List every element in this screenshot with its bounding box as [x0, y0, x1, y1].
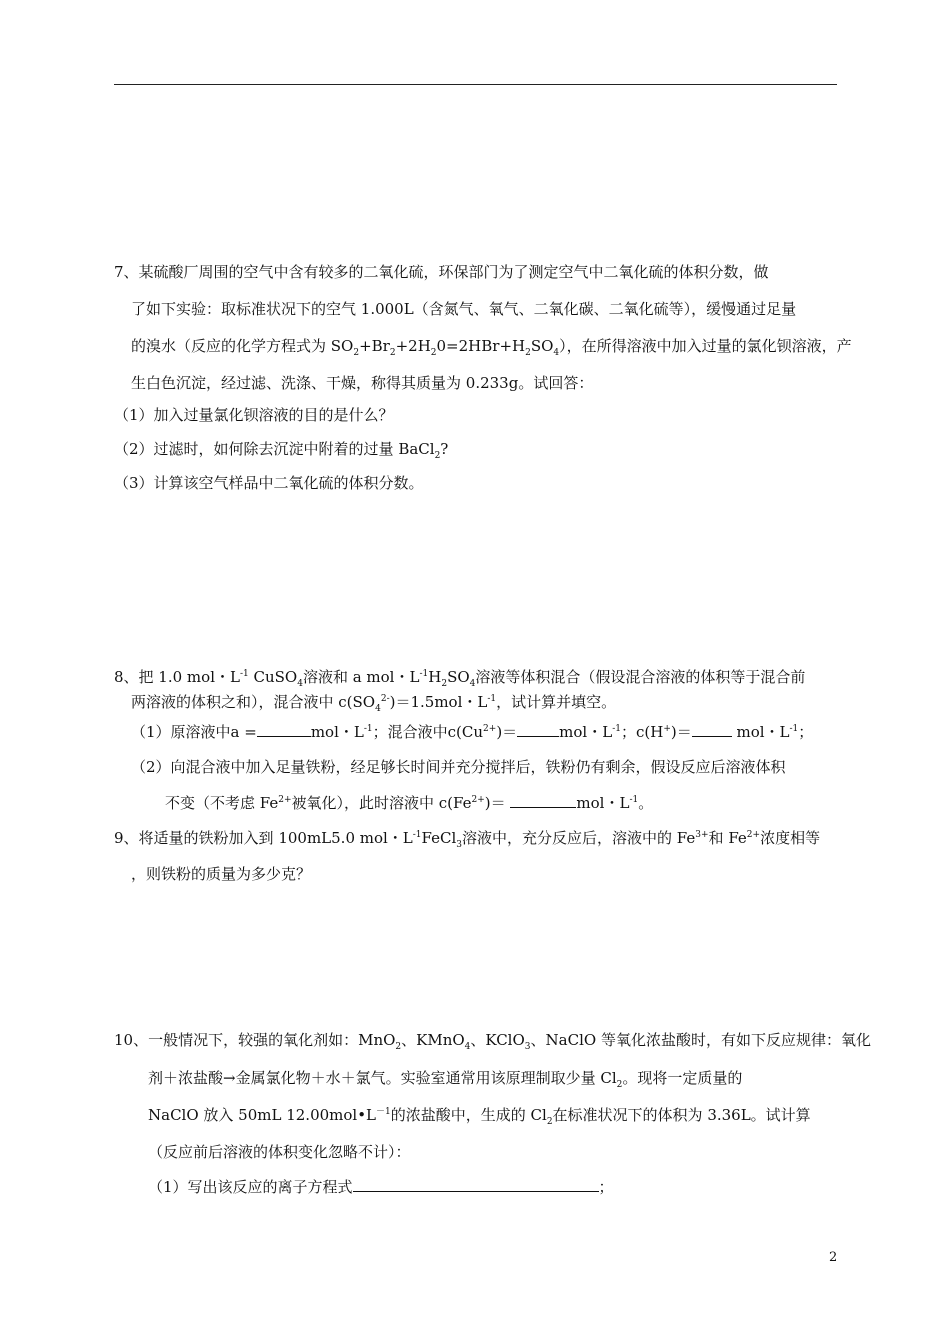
q10-line-1: 10、一般情况下，较强的氧化剂如：MnO$_2$、KMnO$_4$、KClO$_3$、NaClO 等氧化浓盐酸时，有如下反应规律：氧化 [114, 1031, 871, 1052]
header-rule [114, 84, 837, 85]
q7-line-3: 的溴水（反应的化学方程式为 $SO_2+Br_2+2H_20=2HBr+H_2SO_4$），在所得溶液中加入过量的氯化钡溶液，产 [131, 337, 852, 358]
q8-line-1: 8、把 1.0 mol・$L^{-1}$ CuSO$_4$溶液和 a mol・$L^{-1}H_2SO_4$溶液等体积混合（假设混合溶液的体积等于混合前 [114, 668, 806, 689]
page-number: 2 [829, 1250, 838, 1265]
q7-sub-3: （3）计算该空气样品中二氧化硫的体积分数。 [114, 474, 424, 492]
q9-line-2: ，则铁粉的质量为多少克？ [131, 865, 312, 883]
q10-line-4: （反应前后溶液的体积变化忽略不计）： [148, 1143, 411, 1161]
answer-blank-a[interactable] [257, 722, 311, 737]
q8-sub-2: （2）向混合液中加入足量铁粉，经足够长时间并充分搅拌后，铁粉仍有剩余，假设反应后溶液体积 [131, 758, 786, 776]
q10-line-2: 剂＋浓盐酸→金属氯化物＋水＋氯气。实验室通常用该原理制取少量 $Cl_2$。现将一定质量的 [148, 1069, 743, 1090]
q10-sub-1: （1）写出该反应的离子方程式 ； [148, 1178, 614, 1196]
answer-blank-cu[interactable] [517, 722, 559, 737]
q7-line-2: 了如下实验：取标准状况下的空气 1.000L（含氮气、氧气、二氧化碳、二氧化硫等），缓慢通过足量 [131, 300, 797, 318]
q7-line-4: 生白色沉淀，经过滤、洗涤、干燥，称得其质量为 0.233g。试回答： [131, 374, 594, 392]
q7-sub-2: （2）过滤时，如何除去沉淀中附着的过量 BaCl$_2$? [114, 440, 449, 461]
answer-blank-h[interactable] [692, 722, 732, 737]
answer-blank-fe[interactable] [510, 793, 576, 808]
q10-line-3: NaClO 放入 50mL $12.00mol•L^{-1}$的浓盐酸中，生成的 $Cl_2$在标准状况下的体积为 3.36L。试计算 [148, 1106, 811, 1127]
q9-line-1: 9、将适量的铁粉加入到 100mL5.0 mol・$L^{-1}FeCl_3$溶液中，充分反应后，溶液中的 $Fe^{3+}$和 $Fe^{2+}$浓度相等 [114, 829, 821, 850]
answer-blank-ionic-equation[interactable] [353, 1177, 599, 1192]
q7-line-1: 7、某硫酸厂周围的空气中含有较多的二氧化硫，环保部门为了测定空气中二氧化硫的体积分数，做 [114, 263, 769, 281]
q8-sub-1: （1）原溶液中a = mol・$L^{-1}$；混合液中$c(Cu^{2+})=$ mol・$L^{-1}$；c(H+)＝ mol・$L^{-1}$； [131, 723, 814, 741]
q7-sub-1: （1）加入过量氯化钡溶液的目的是什么？ [114, 406, 394, 424]
q8-line-2: 两溶液的体积之和），混合液中 $c(SO_4^{2-})=1.5mol$・$L^{-1}$，试计算并填空。 [131, 693, 617, 714]
q8-sub-2-cont: 不变（不考虑 $Fe^{2+}$被氧化），此时溶液中 $c(Fe^{2+})=$ mol・$L^{-1}$。 [165, 794, 654, 812]
